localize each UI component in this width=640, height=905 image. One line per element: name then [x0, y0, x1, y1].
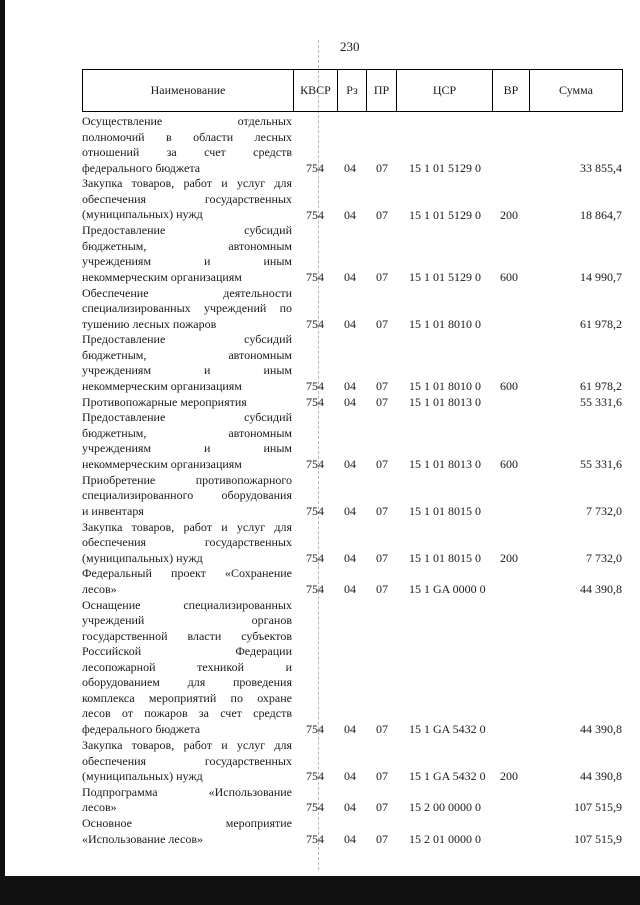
row-csr: 15 1 GA 5432 0	[409, 722, 486, 737]
row-csr: 15 1 01 8013 0	[409, 457, 481, 472]
row-name	[82, 395, 292, 411]
row-kvsr: 754	[306, 581, 324, 596]
row-name-line: Противопожарные мероприятия	[82, 394, 247, 409]
row-csr: 15 1 01 5129 0	[409, 269, 481, 284]
row-pr: 07	[376, 379, 388, 394]
row-name-line: (муниципальных) нужд	[82, 769, 203, 783]
table-row	[82, 566, 622, 597]
table-row	[82, 816, 622, 847]
row-name-line: бюджетным, автономным	[82, 238, 292, 253]
row-name-line: бюджетным, автономным	[82, 347, 292, 362]
row-name-line: федерального бюджета	[82, 721, 201, 736]
row-name	[82, 286, 292, 333]
table-row	[82, 176, 622, 223]
row-name-line: обеспечения государственных	[82, 753, 292, 768]
row-pr: 07	[376, 207, 388, 222]
row-name-line: некоммерческим организациям	[82, 269, 242, 284]
row-name	[82, 410, 292, 472]
table-row	[82, 286, 622, 333]
row-name-line: специализированных учреждений по	[82, 301, 292, 316]
header-kvsr: КВСР	[293, 69, 337, 112]
row-rz: 04	[344, 831, 356, 846]
row-kvsr: 754	[306, 722, 324, 737]
row-sum: 44 390,8	[580, 581, 622, 596]
row-sum: 61 978,2	[580, 316, 622, 331]
header-pr: ПР	[366, 69, 396, 112]
row-name-line: специализированного оборудования	[82, 488, 292, 503]
row-vr: 200	[500, 550, 518, 565]
row-kvsr: 754	[306, 394, 324, 409]
scan-edge-bottom	[0, 876, 640, 905]
row-vr: 600	[500, 457, 518, 472]
header-sum: Сумма	[529, 69, 623, 112]
row-name-line: (муниципальных) нужд	[82, 550, 203, 565]
table-row	[82, 223, 622, 285]
table-row	[82, 395, 622, 411]
row-csr: 15 1 01 8010 0	[409, 316, 481, 331]
row-name-line: лесов от пожаров за счет средств	[82, 706, 292, 721]
row-rz: 04	[344, 550, 356, 565]
row-rz: 04	[344, 269, 356, 284]
row-name-line: Федеральный проект «Сохранение	[82, 566, 292, 581]
row-kvsr: 754	[306, 503, 324, 518]
row-sum: 33 855,4	[580, 160, 622, 175]
row-name-line: Закупка товаров, работ и услуг для	[82, 519, 292, 534]
row-name	[82, 566, 292, 597]
table-row	[82, 785, 622, 816]
row-csr: 15 1 01 8015 0	[409, 550, 481, 565]
row-vr: 600	[500, 269, 518, 284]
table-row	[82, 598, 622, 738]
row-name	[82, 785, 292, 816]
row-name	[82, 473, 292, 520]
row-name-line: тушению лесных пожаров	[82, 316, 217, 331]
row-name-line: комплекса мероприятий по охране	[82, 690, 292, 705]
row-name-line: отношений за счет средств	[82, 145, 292, 159]
row-rz: 04	[344, 394, 356, 409]
row-sum: 55 331,6	[580, 394, 622, 409]
row-name	[82, 176, 292, 223]
row-pr: 07	[376, 269, 388, 284]
row-vr: 600	[500, 379, 518, 394]
scan-edge-right	[627, 0, 640, 905]
row-name-line: Приобретение противопожарного	[82, 472, 292, 487]
row-sum: 44 390,8	[580, 769, 622, 784]
row-sum: 18 864,7	[580, 207, 622, 222]
row-sum: 107 515,9	[574, 800, 622, 815]
row-kvsr: 754	[306, 316, 324, 331]
row-name-line: Предоставление субсидий	[82, 332, 292, 347]
row-name-line: лесопожарной техникой и	[82, 659, 292, 674]
row-kvsr: 754	[306, 207, 324, 222]
row-pr: 07	[376, 394, 388, 409]
row-name	[82, 816, 292, 847]
row-pr: 07	[376, 503, 388, 518]
row-kvsr: 754	[306, 769, 324, 784]
row-name-line: обеспечения государственных	[82, 191, 292, 206]
row-sum: 61 978,2	[580, 379, 622, 394]
row-name-line: учреждений органов	[82, 613, 292, 628]
row-pr: 07	[376, 160, 388, 175]
row-name-line: некоммерческим организациям	[82, 378, 242, 393]
row-name-line: Основное мероприятие	[82, 816, 292, 830]
header-vr: ВР	[492, 69, 529, 112]
row-name-line: лесов»	[82, 800, 117, 815]
row-pr: 07	[376, 550, 388, 565]
row-pr: 07	[376, 769, 388, 784]
scan-edge-left	[0, 0, 5, 905]
header-rz: Рз	[337, 69, 366, 112]
row-name	[82, 114, 292, 176]
row-kvsr: 754	[306, 550, 324, 565]
table-row	[82, 738, 622, 785]
row-rz: 04	[344, 316, 356, 331]
row-rz: 04	[344, 800, 356, 815]
table-row	[82, 473, 622, 520]
row-csr: 15 1 01 8015 0	[409, 503, 481, 518]
header-name: Наименование	[82, 69, 293, 112]
row-rz: 04	[344, 379, 356, 394]
table-row	[82, 332, 622, 394]
row-pr: 07	[376, 831, 388, 846]
row-name-line: полномочий в области лесных	[82, 129, 292, 144]
row-csr: 15 2 01 0000 0	[409, 831, 481, 846]
row-pr: 07	[376, 722, 388, 737]
row-name-line: (муниципальных) нужд	[82, 207, 203, 222]
row-rz: 04	[344, 160, 356, 175]
row-name-line: федерального бюджета	[82, 160, 201, 175]
header-csr: ЦСР	[396, 69, 492, 112]
row-sum: 107 515,9	[574, 831, 622, 846]
row-pr: 07	[376, 581, 388, 596]
row-kvsr: 754	[306, 160, 324, 175]
row-sum: 44 390,8	[580, 722, 622, 737]
row-sum: 7 732,0	[586, 503, 622, 518]
row-name	[82, 223, 292, 285]
row-name-line: учреждениям и иным	[82, 441, 292, 456]
row-rz: 04	[344, 457, 356, 472]
row-rz: 04	[344, 769, 356, 784]
row-pr: 07	[376, 800, 388, 815]
row-name-line: учреждениям и иным	[82, 363, 292, 378]
row-kvsr: 754	[306, 269, 324, 284]
row-sum: 7 732,0	[586, 550, 622, 565]
row-kvsr: 754	[306, 457, 324, 472]
row-rz: 04	[344, 581, 356, 596]
row-rz: 04	[344, 207, 356, 222]
row-csr: 15 2 00 0000 0	[409, 800, 481, 815]
row-name-line: и инвентаря	[82, 503, 144, 518]
row-name-line: «Использование лесов»	[82, 831, 203, 846]
row-sum: 14 990,7	[580, 269, 622, 284]
row-rz: 04	[344, 722, 356, 737]
row-name	[82, 520, 292, 567]
row-csr: 15 1 GA 0000 0	[409, 581, 486, 596]
table-row	[82, 520, 622, 567]
row-name	[82, 598, 292, 738]
row-name-line: Оснащение специализированных	[82, 597, 292, 612]
row-name-line: бюджетным, автономным	[82, 425, 292, 440]
row-name-line: Закупка товаров, работ и услуг для	[82, 738, 292, 752]
row-vr: 200	[500, 207, 518, 222]
row-kvsr: 754	[306, 800, 324, 815]
row-csr: 15 1 01 5129 0	[409, 160, 481, 175]
row-name-line: Осуществление отдельных	[82, 114, 292, 128]
table-row	[82, 114, 622, 176]
row-csr: 15 1 01 8013 0	[409, 394, 481, 409]
row-csr: 15 1 01 8010 0	[409, 379, 481, 394]
row-csr: 15 1 GA 5432 0	[409, 769, 486, 784]
row-rz: 04	[344, 503, 356, 518]
page-number: 230	[340, 39, 360, 54]
row-name-line: Российской Федерации	[82, 644, 292, 659]
row-csr: 15 1 01 5129 0	[409, 207, 481, 222]
row-name-line: Предоставление субсидий	[82, 410, 292, 425]
row-name	[82, 332, 292, 394]
row-name-line: Предоставление субсидий	[82, 223, 292, 238]
row-name-line: лесов»	[82, 581, 117, 596]
row-name-line: государственной власти субъектов	[82, 628, 292, 643]
row-kvsr: 754	[306, 379, 324, 394]
row-name-line: Обеспечение деятельности	[82, 285, 292, 300]
row-name-line: Закупка товаров, работ и услуг для	[82, 176, 292, 191]
row-pr: 07	[376, 316, 388, 331]
row-name-line: учреждениям и иным	[82, 254, 292, 269]
row-pr: 07	[376, 457, 388, 472]
row-name-line: Подпрограмма «Использование	[82, 784, 292, 799]
row-name	[82, 738, 292, 785]
row-kvsr: 754	[306, 831, 324, 846]
row-name-line: обеспечения государственных	[82, 535, 292, 550]
row-name-line: оборудованием для проведения	[82, 675, 292, 690]
table-row	[82, 410, 622, 472]
row-sum: 55 331,6	[580, 457, 622, 472]
row-name-line: некоммерческим организациям	[82, 456, 242, 471]
row-vr: 200	[500, 769, 518, 784]
